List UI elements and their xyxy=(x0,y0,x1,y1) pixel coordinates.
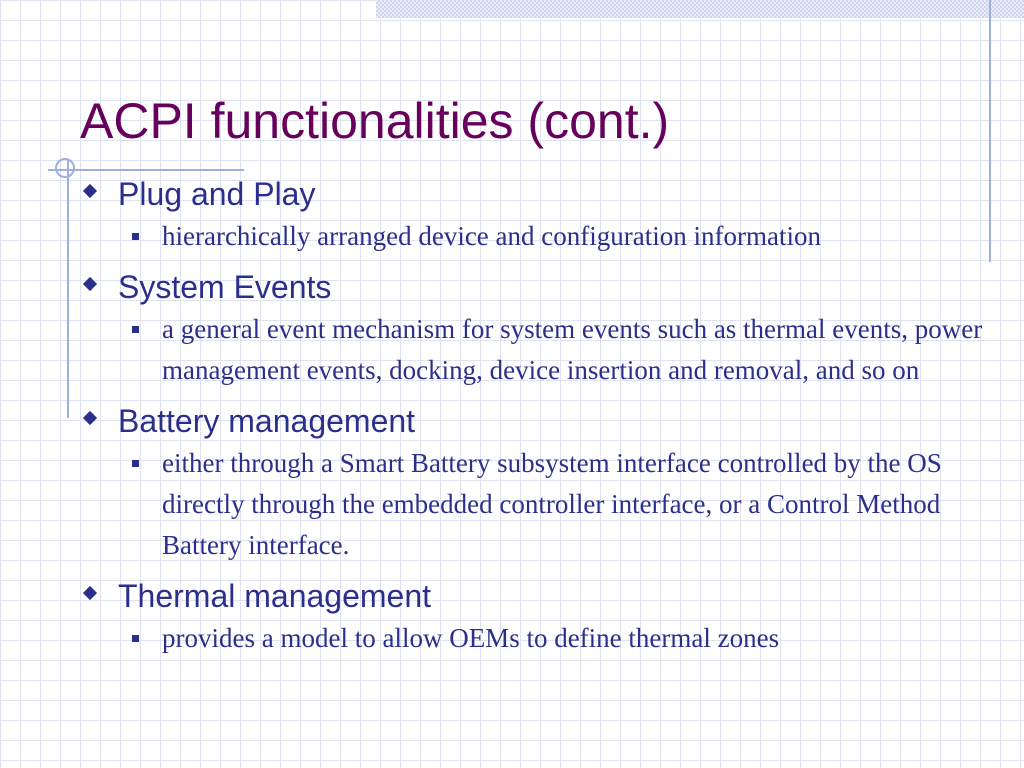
sub-bullet-text: provides a model to allow OEMs to define thermal zones xyxy=(162,623,780,653)
sub-bullet-thermal-management xyxy=(80,618,1010,659)
square-bullet-icon xyxy=(132,460,139,467)
square-bullet-icon xyxy=(132,635,139,642)
left-vertical-line-decoration xyxy=(67,160,69,418)
sub-bullet-plug-and-play xyxy=(80,216,1010,257)
circle-decoration xyxy=(55,158,75,178)
diamond-bullet-icon xyxy=(83,411,97,425)
bullet-plug-and-play xyxy=(80,174,1010,214)
square-bullet-icon xyxy=(132,326,139,333)
bullet-system-events xyxy=(80,267,1010,307)
sub-bullet-text: either through a Smart Battery subsystem interface controlled by the OS directly through the embedded controller interface, or a Control Method Battery interface. xyxy=(162,448,942,560)
bullet-battery-management xyxy=(80,401,1010,441)
bullet-heading: Battery management xyxy=(118,403,416,439)
checkered-band-decoration xyxy=(376,0,1024,18)
slide-body xyxy=(80,174,1010,659)
sub-bullet-system-events xyxy=(80,309,1010,391)
square-bullet-icon xyxy=(132,233,139,240)
sub-bullet-text: a general event mechanism for system events such as thermal events, power management events, docking, device insertion and removal, and so on xyxy=(162,314,983,385)
bullet-heading: System Events xyxy=(118,269,332,305)
diamond-bullet-icon xyxy=(83,586,97,600)
bullet-heading: Thermal management xyxy=(118,578,432,614)
sub-bullet-battery-management xyxy=(80,443,1010,566)
bullet-heading: Plug and Play xyxy=(118,176,316,212)
slide-title: ACPI functionalities (cont.) xyxy=(80,93,670,149)
diamond-bullet-icon xyxy=(83,184,97,198)
sub-bullet-text: hierarchically arranged device and configuration information xyxy=(162,221,821,251)
horizontal-line-decoration xyxy=(48,169,244,171)
diamond-bullet-icon xyxy=(83,277,97,291)
bullet-thermal-management xyxy=(80,576,1010,616)
